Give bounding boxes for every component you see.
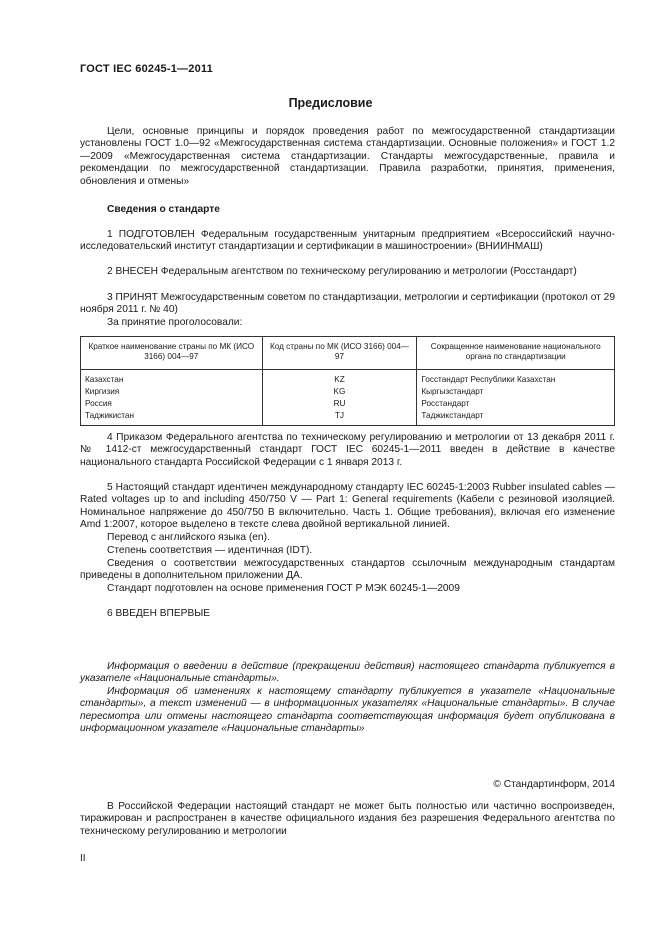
table-cell-body: Госстандарт Республики Казахстан [417, 370, 615, 387]
table-cell-code: KG [262, 386, 417, 398]
item-3-paragraph: 3 ПРИНЯТ Межгосударственным советом по стандартизации, метрологии и сертификации (протокол от 29 ноября 2011 г. № 40) [80, 292, 615, 316]
table-header-country: Краткое наименование страны по МК (ИСО 3166) 004—97 [81, 337, 263, 370]
table-cell-code: KZ [262, 370, 417, 387]
table-cell-body: Таджикстандарт [417, 410, 615, 426]
vote-caption: За принятие проголосовали: [107, 317, 243, 328]
table-cell-code: RU [262, 398, 417, 410]
table-cell-body: Росстандарт [417, 398, 615, 410]
table-header-code: Код страны по МК (ИСО 3166) 004—97 [262, 337, 417, 370]
info-paragraph-1: Информация о введении в действие (прекращении действия) настоящего стандарта публикуется в указателе «Национальные стандарты». [80, 661, 615, 685]
table-row [81, 410, 615, 426]
voting-table [80, 336, 615, 426]
item-5-degree: Степень соответствия — идентичная (IDT). [107, 545, 313, 556]
table-cell-body: Кыргызстандарт [417, 386, 615, 398]
info-paragraph-2: Информация об изменениях к настоящему стандарту публикуется в указателе «Национальные стандарты», а текст изменений — в информационных указателях «Национальные стандарты». В случае пересмотра или отмены настоящего стандарта соответствующая информация будет опубликована в информационном указателе «Национальные стандарты» [80, 686, 615, 735]
page-number: II [80, 853, 86, 864]
item-4-paragraph: 4 Приказом Федерального агентства по техническому регулированию и метрологии от 13 декабря 2011 г. № 1412-ст межгосударственный стандарт ГОСТ IEC 60245-1—2011 введен в действие в качестве национального стандарта Российской Федерации с 1 января 2013 г. [80, 432, 615, 468]
table-row [81, 398, 615, 410]
table-header-row [81, 337, 615, 370]
intro-paragraph: Цели, основные принципы и порядок проведения работ по межгосударственной стандартизации установлены ГОСТ 1.0—92 «Межгосударственная система стандартизации. Основные положения» и ГОСТ 1.2—2009 «Межгосударственная система стандартизации. Стандарты межгосударственные, правила и рекомендации по межгосударственной стандартизации. Правила разработки, принятия, применения, обновления и отмены» [80, 126, 615, 187]
table-cell-country: Таджикистан [81, 410, 263, 426]
page-title: Предисловие [288, 96, 373, 110]
table-row [81, 370, 615, 387]
document-header: ГОСТ IEC 60245-1—2011 [80, 63, 213, 75]
table-cell-country: Россия [81, 398, 263, 410]
table-cell-country: Казахстан [81, 370, 263, 387]
legal-notice: В Российской Федерации настоящий стандарт не может быть полностью или частично воспроизведен, тиражирован и распространен в качестве официального издания без разрешения Федерального агентства по техническому регулированию и метрологии [80, 801, 615, 837]
about-heading: Сведения о стандарте [107, 204, 220, 215]
item-5-language: Перевод с английского языка (en). [107, 532, 270, 543]
table-row [81, 386, 615, 398]
item-5-references: Сведения о соответствии межгосударственных стандартов ссылочным международным стандартам приведены в дополнительном приложении ДА. [80, 558, 615, 582]
table-header-body: Сокращенное наименование национального органа по стандартизации [417, 337, 615, 370]
table-cell-code: TJ [262, 410, 417, 426]
item-2-paragraph: 2 ВНЕСЕН Федеральным агентством по техническому регулированию и метрологии (Росстандарт) [107, 266, 577, 277]
item-5-basis: Стандарт подготовлен на основе применения ГОСТ Р МЭК 60245-1—2009 [107, 583, 460, 594]
item-1-paragraph: 1 ПОДГОТОВЛЕН Федеральным государственным унитарным предприятием «Всероссийский научно-исследовательский институт стандартизации и сертификации в машиностроении» (ВНИИНМАШ) [80, 229, 615, 253]
item-5-paragraph: 5 Настоящий стандарт идентичен международному стандарту IEC 60245-1:2003 Rubber insulated cables — Rated voltages up to and including 450/750 V — Part 1: General requirements (Кабели с резиновой изоляцией. Номинальное напряжение до 450/750 В включительно. Часть 1. Общие требования), включая его изменение Amd 1:2007, которое выделено в тексте слева двойной вертикальной линией. [80, 482, 615, 531]
table-cell-country: Киргизия [81, 386, 263, 398]
item-6-paragraph: 6 ВВЕДЕН ВПЕРВЫЕ [107, 608, 211, 619]
copyright-line: © Стандартинформ, 2014 [493, 779, 615, 790]
